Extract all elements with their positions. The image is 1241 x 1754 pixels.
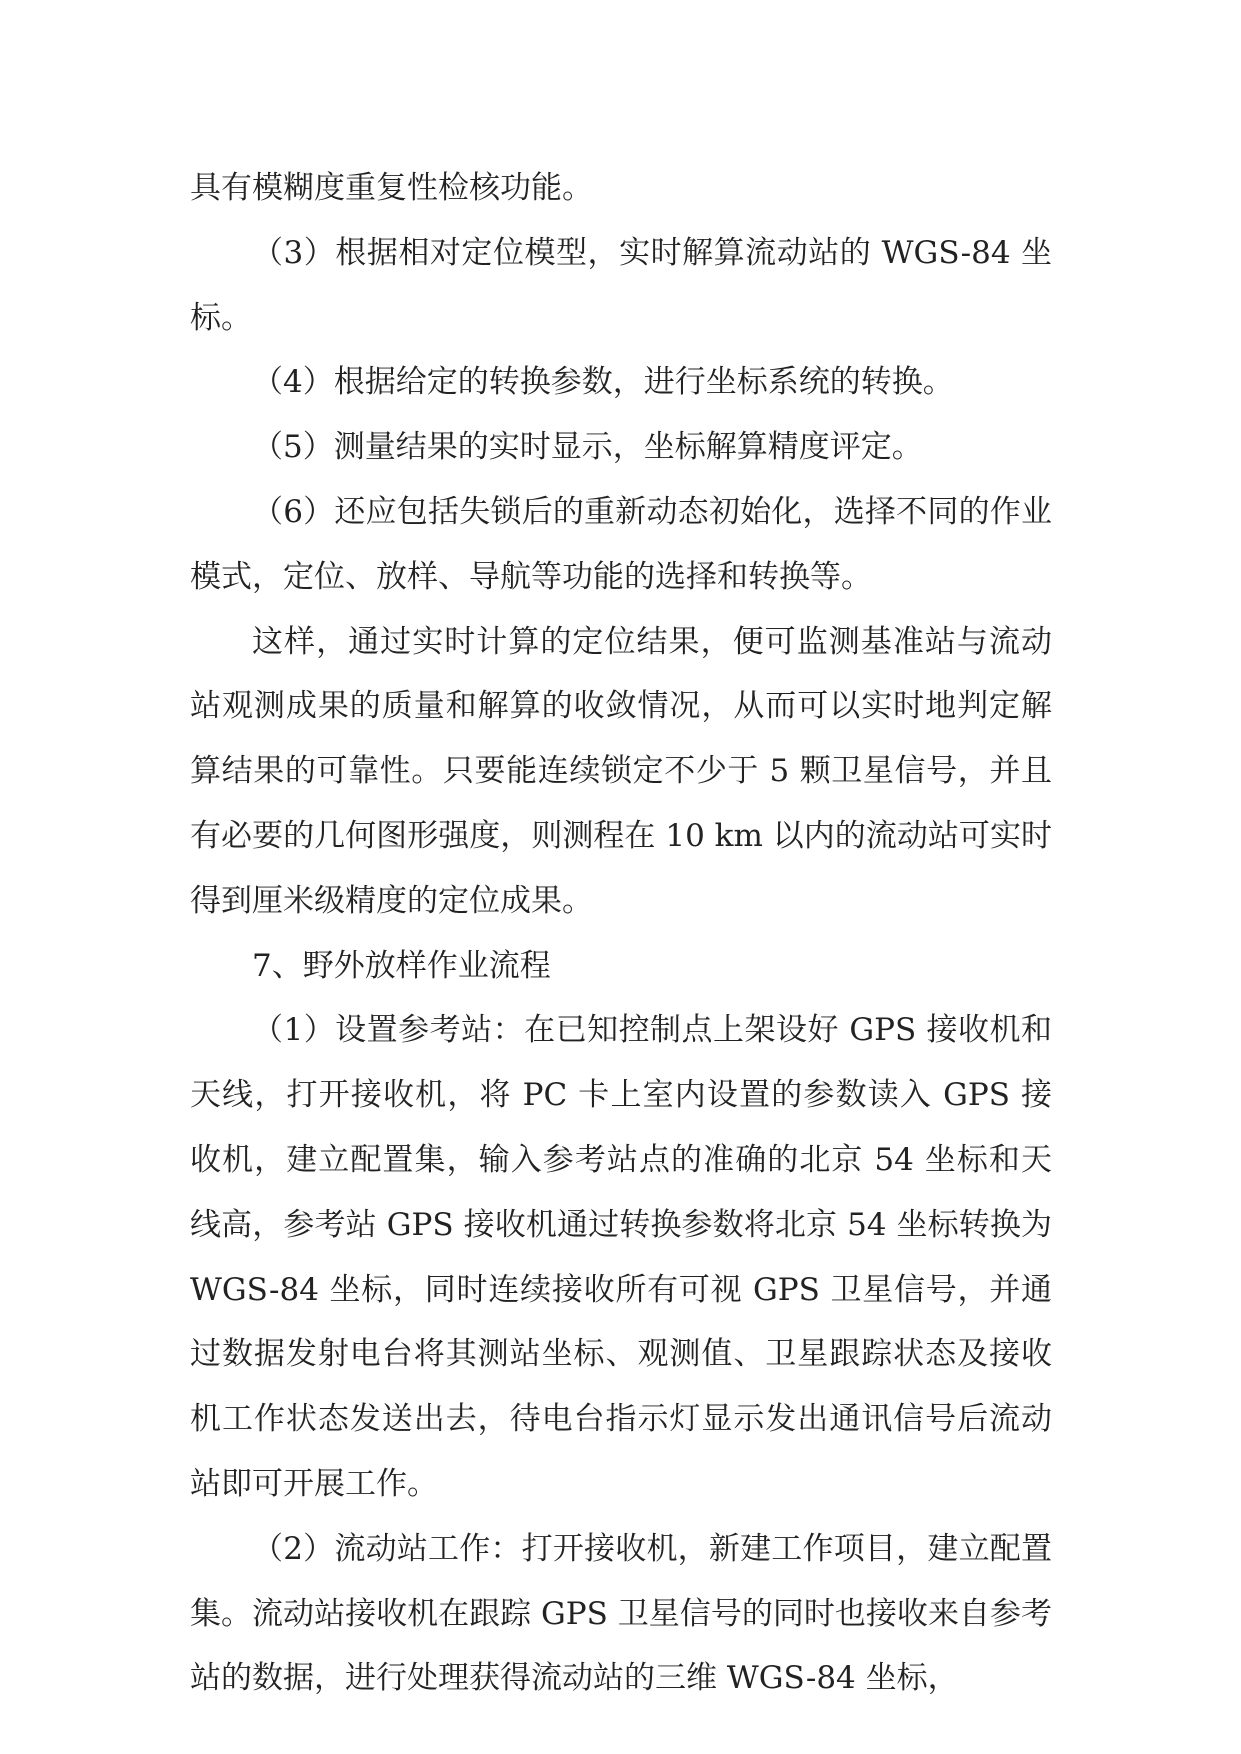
paragraph-item-3: （3）根据相对定位模型，实时解算流动站的 WGS-84 坐标。: [190, 234, 1052, 336]
paragraph-step-1: （1）设置参考站：在已知控制点上架设好 GPS 接收机和天线，打开接收机，将 PC 卡上室内设置的参数读入 GPS 接收机，建立配置集，输入参考站点的准确的北京 54 坐标和天线高，参考站 GPS 接收机通过转换参数将北京 54 坐标转换为 WGS-84 坐标，同时连续接收所有可视 GPS 卫星信号，并通过数据发射电台将其测站坐标、观测值、卫星跟踪状态及接收机工作状态发送出去，待电台指示灯显示发出通讯信号后流动站即可开展工作。: [190, 1012, 1052, 1502]
paragraph-summary: 这样，通过实时计算的定位结果，便可监测基准站与流动站观测成果的质量和解算的收敛情况，从而可以实时地判定解算结果的可靠性。只要能连续锁定不少于 5 颗卫星信号，并且有必要的几何图形强度，则测程在 10 km 以内的流动站可实时得到厘米级精度的定位成果。: [190, 623, 1052, 919]
paragraph-item-4: （4）根据给定的转换参数，进行坐标系统的转换。: [252, 364, 954, 401]
paragraph-item-5: （5）测量结果的实时显示，坐标解算精度评定。: [252, 429, 923, 466]
section-heading: 7、野外放样作业流程: [252, 947, 551, 984]
document-body: [190, 156, 1052, 1711]
paragraph-item-6: （6）还应包括失锁后的重新动态初始化，选择不同的作业模式，定位、放样、导航等功能的选择和转换等。: [190, 493, 1052, 595]
paragraph-continuation: 具有模糊度重复性检核功能。: [190, 170, 593, 206]
paragraph-step-2: （2）流动站工作：打开接收机，新建工作项目，建立配置集。流动站接收机在跟踪 GPS 卫星信号的同时也接收来自参考站的数据，进行处理获得流动站的三维 WGS-84 坐标，: [190, 1530, 1052, 1697]
